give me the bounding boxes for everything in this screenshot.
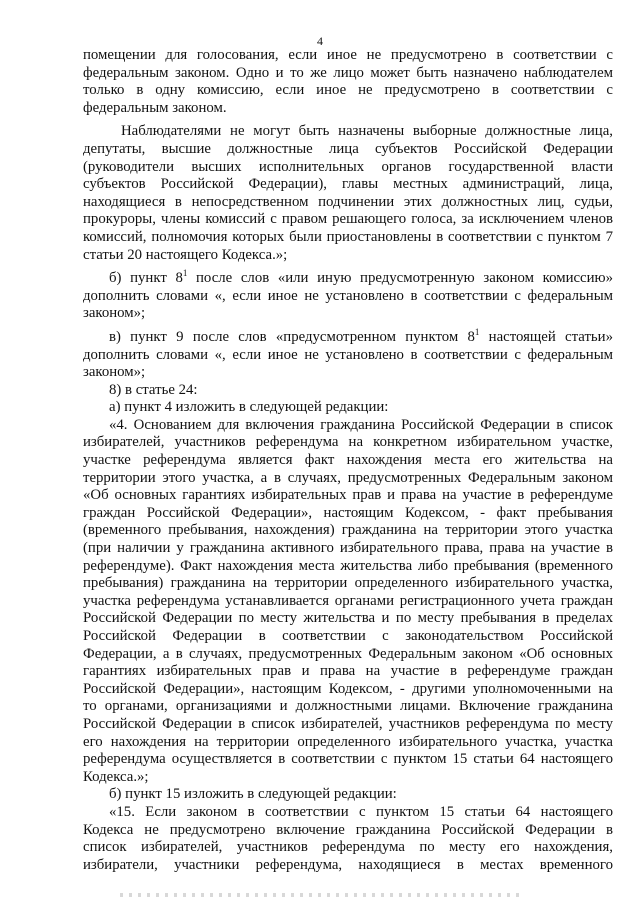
text-line: то органами, организациями и должностными лицами. Включение гражданина	[83, 698, 613, 715]
text-line: граждан Российской Федерации», настоящим Кодексом, - факт пребывания	[83, 504, 613, 521]
text-line: участке референдума является факт нахождения места его жительства на	[83, 452, 613, 469]
text-line: референдуме). Факт нахождения места жительства либо пребывания (временного	[83, 557, 613, 574]
text-line: законом»;	[83, 364, 146, 381]
line-text: б) пункт 8	[109, 270, 183, 287]
text-line: субъектов Российской Федерации), главы местных администраций, лица,	[83, 176, 613, 193]
text-line: «Об основных гарантиях избирательных прав и права на участие в референдуме	[83, 487, 613, 504]
text-line: находящиеся в непосредственном подчинении этих должностных лиц, судьи,	[83, 193, 613, 210]
line-text: после слов «или иную предусмотренную законом комиссию»	[187, 270, 613, 287]
text-line: (временного пребывания, нахождения) гражданина на территории этого участка	[83, 522, 613, 539]
text-line: прокуроры, члены комиссий с правом решающего голоса, за исключением членов	[83, 211, 613, 228]
text-line: Кодекса.»;	[83, 768, 149, 785]
text-line: Российской Федерации по месту жительства и по месту пребывания в пределах	[83, 610, 613, 627]
text-line: федеральным законом.	[83, 99, 227, 116]
text-line: помещении для голосования, если иное не предусмотрено в соответствии с	[83, 47, 613, 63]
text-line: пребывания) гражданина на территории определенного избирательного участка,	[83, 575, 613, 592]
text-line-with-superscript	[83, 270, 613, 288]
text-line: Российской Федерации в соответствии с законодательством Российской	[83, 628, 613, 644]
text-line: 8) в статье 24:	[109, 381, 198, 398]
text-line-with-superscript	[83, 326, 613, 347]
page-number: 4	[317, 34, 323, 48]
text-line: законом»;	[83, 305, 146, 322]
text-line: Федерации, а в случаях, предусмотренных Федеральным законом «Об основных	[83, 645, 613, 662]
line-text: в) пункт 9 после слов «предусмотренном пунктом 8	[109, 328, 475, 345]
text-line: его нахождения на территории определенного избирательного участка, участка	[83, 733, 613, 750]
text-line: дополнить словами «, если иное не установлено в соответствии с федеральным	[83, 346, 613, 363]
text-line: Российской Федерации в список избирателей, участников референдума по месту	[83, 715, 613, 732]
text-line: «15. Если законом в соответствии с пунктом 15 статьи 64 настоящего	[109, 803, 613, 820]
text-line: Кодекса не предусмотрено включение гражданина Российской Федерации в	[83, 821, 613, 838]
text-line: а) пункт 4 изложить в следующей редакции:	[109, 399, 389, 416]
text-line: б) пункт 15 изложить в следующей редакции:	[109, 786, 397, 803]
text-line: «4. Основанием для включения гражданина Российской Федерации в список	[109, 416, 613, 433]
line-text: настоящей статьи»	[479, 328, 613, 345]
text-line: Российской Федерации», настоящим Кодексом, - другими уполномоченными на	[83, 680, 613, 697]
text-line: гарантиях избирательных прав и права на участие в референдуме граждан	[83, 663, 613, 680]
text-line: список избирателей, участников референдума по месту его нахождения,	[83, 839, 613, 856]
text-line: федеральным законом. Одно и то же лицо может быть назначено наблюдателем	[83, 64, 613, 81]
text-line: (при наличии у гражданина активного избирательного права, права на участие в	[83, 540, 613, 557]
text-line: статьи 20 настоящего Кодекса.»;	[83, 246, 288, 263]
text-line: дополнить словами «, если иное не установлено в соответствии с федеральным	[83, 287, 613, 304]
text-line: избиратели, участники референдума, находящиеся в местах временного	[83, 856, 613, 873]
text-line: только в одну комиссию, если иное не предусмотрено в соответствии с	[83, 82, 613, 99]
text-line: комиссий, полномочия которых были приостановлены в соответствии с пунктом 7	[83, 228, 613, 245]
superscript: 1	[182, 268, 188, 279]
text-line: депутаты, высшие должностные лица субъектов Российской Федерации	[83, 140, 613, 157]
superscript: 1	[474, 326, 480, 337]
document-body	[83, 47, 613, 874]
scan-artifact	[120, 893, 520, 897]
text-line: референдума осуществляется в соответствии с пунктом 15 статьи 64 настоящего	[83, 751, 613, 768]
text-line: территории этого участка, а в случаях, предусмотренных Федеральным законом	[83, 469, 613, 486]
text-line: (руководители высших исполнительных органов государственной власти	[83, 158, 613, 175]
text-line: участка референдума устанавливается органами регистрационного учета граждан	[83, 592, 613, 609]
text-line: Наблюдателями не могут быть назначены выборные должностные лица,	[121, 123, 613, 140]
text-line: избирателей, участников референдума на конкретном избирательном участке,	[83, 434, 613, 451]
